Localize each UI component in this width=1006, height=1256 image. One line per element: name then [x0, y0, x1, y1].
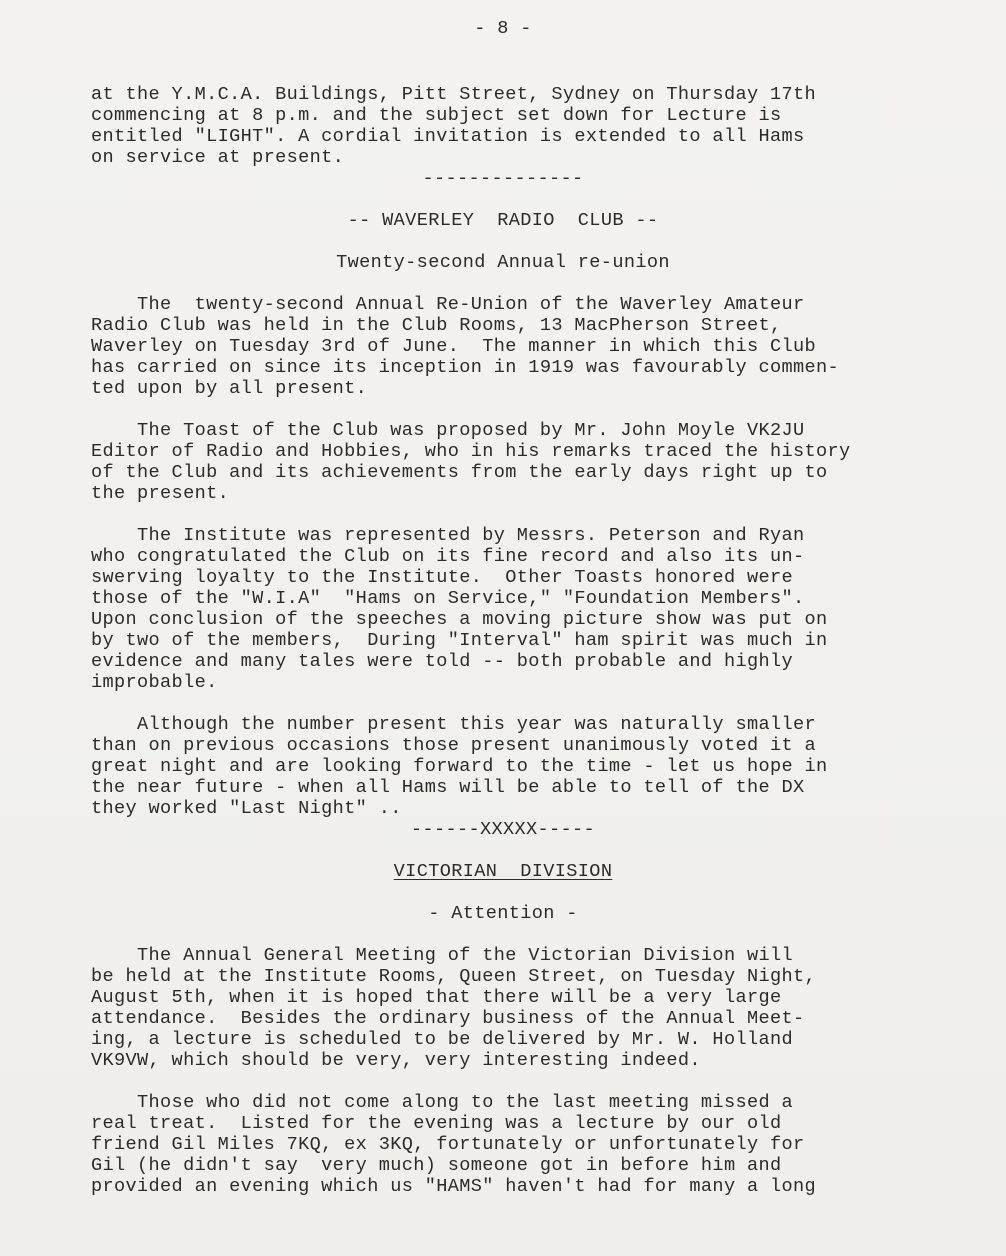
text-line: The Annual General Meeting of the Victorian Division will	[91, 945, 793, 966]
text-line: The twenty-second Annual Re-Union of the Waverley Amateur	[91, 294, 805, 315]
text-line: Waverley on Tuesday 3rd of June. The manner in which this Club	[91, 336, 817, 357]
text-line: Those who did not come along to the last meeting missed a	[91, 1092, 793, 1113]
section-heading: VICTORIAN DIVISION	[393, 861, 613, 882]
text-line: Although the number present this year was naturally smaller	[91, 714, 817, 735]
text-line: by two of the members, During "Interval" ham spirit was much in	[91, 630, 828, 651]
text-line: Editor of Radio and Hobbies, who in his remarks traced the history	[91, 441, 851, 462]
text-line: The Institute was represented by Messrs. Peterson and Ryan	[91, 525, 805, 546]
text-line: swerving loyalty to the Institute. Other Toasts honored were	[91, 567, 793, 588]
text-line: VK9VW, which should be very, very interesting indeed.	[91, 1050, 701, 1071]
text-line: Upon conclusion of the speeches a moving picture show was put on	[91, 609, 828, 630]
section-subheading: - Attention -	[428, 903, 578, 924]
text-line: improbable.	[91, 672, 218, 693]
text-line: be held at the Institute Rooms, Queen Street, on Tuesday Night,	[91, 966, 817, 987]
text-line: who congratulated the Club on its fine record and also its un-	[91, 546, 805, 567]
section-subheading: Twenty-second Annual re-union	[336, 252, 670, 273]
text-line: at the Y.M.C.A. Buildings, Pitt Street, Sydney on Thursday 17th	[91, 84, 817, 105]
text-line: the near future - when all Hams will be able to tell of the DX	[91, 777, 805, 798]
text-line: they worked "Last Night" ..	[91, 798, 402, 819]
text-line: of the Club and its achievements from the early days right up to	[91, 462, 828, 483]
text-line: attendance. Besides the ordinary business of the Annual Meet-	[91, 1008, 805, 1029]
text-line: the present.	[91, 483, 230, 504]
text-line: Gil (he didn't say very much) someone got in before him and	[91, 1155, 782, 1176]
text-line: ing, a lecture is scheduled to be delivered by Mr. W. Holland	[91, 1029, 793, 1050]
text-line: The Toast of the Club was proposed by Mr. John Moyle VK2JU	[91, 420, 805, 441]
page-number: - 8 -	[474, 18, 532, 39]
text-line: great night and are looking forward to the time - let us hope in	[91, 756, 828, 777]
text-line: August 5th, when it is hoped that there will be a very large	[91, 987, 782, 1008]
text-line: real treat. Listed for the evening was a lecture by our old	[91, 1113, 782, 1134]
text-line: Radio Club was held in the Club Rooms, 13 MacPherson Street,	[91, 315, 782, 336]
text-line: than on previous occasions those present unanimously voted it a	[91, 735, 817, 756]
section-divider: ------XXXXX-----	[410, 819, 596, 840]
section-heading: -- WAVERLEY RADIO CLUB --	[347, 210, 659, 231]
text-line: has carried on since its inception in 1919 was favourably commen-	[91, 357, 840, 378]
section-divider: --------------	[422, 168, 584, 189]
text-line: evidence and many tales were told -- both probable and highly	[91, 651, 793, 672]
text-line: ted upon by all present.	[91, 378, 368, 399]
text-line: those of the "W.I.A" "Hams on Service," "Foundation Members".	[91, 588, 805, 609]
text-line: on service at present.	[91, 147, 345, 168]
text-line: entitled "LIGHT". A cordial invitation is extended to all Hams	[91, 126, 805, 147]
text-line: friend Gil Miles 7KQ, ex 3KQ, fortunately or unfortunately for	[91, 1134, 805, 1155]
text-line: provided an evening which us "HAMS" haven't had for many a long	[91, 1176, 817, 1197]
text-line: commencing at 8 p.m. and the subject set down for Lecture is	[91, 105, 782, 126]
